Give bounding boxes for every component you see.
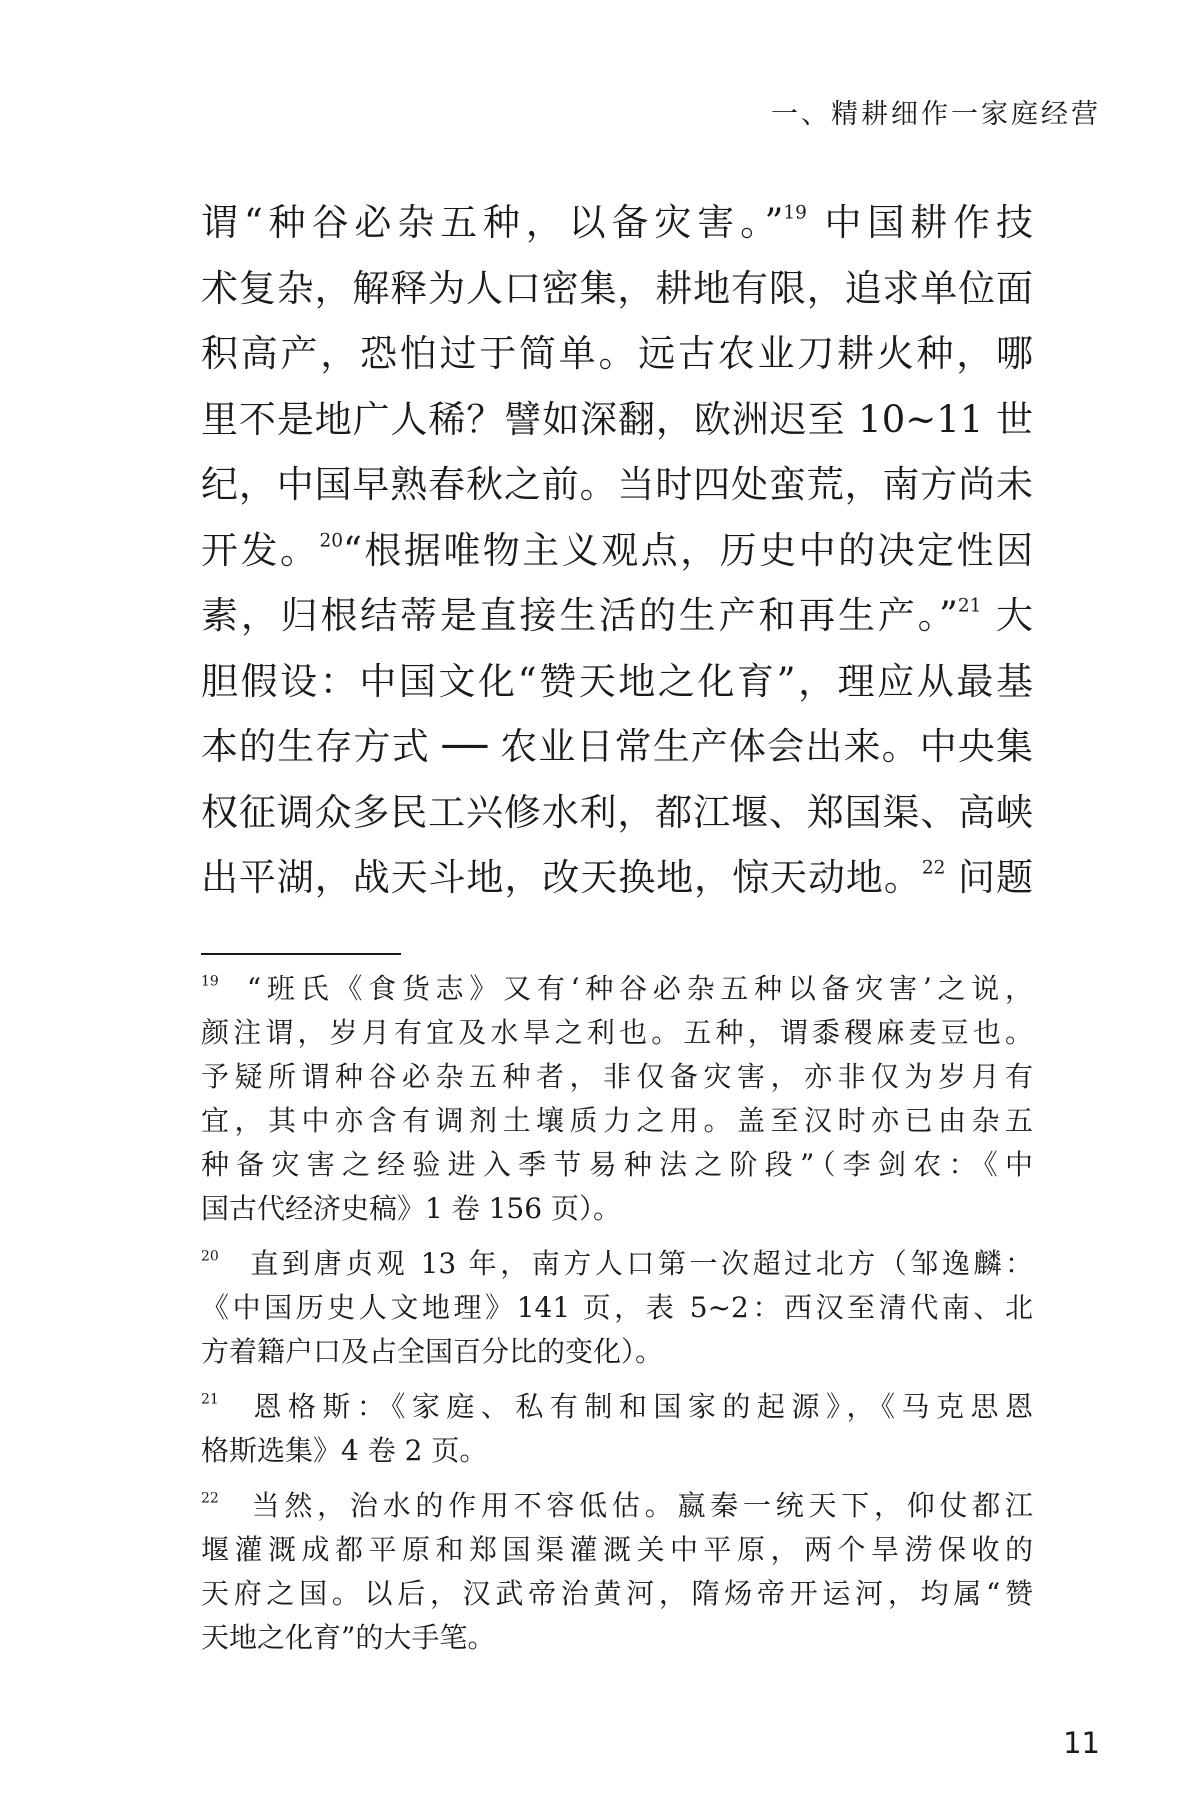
body-line: 出平湖，战天斗地，改天换地，惊天动地。$^{22}$ 问题 bbox=[201, 856, 1033, 899]
body-text bbox=[201, 190, 1033, 911]
footnote-line: $^{22}$ 当然，治水的作用不容低估。嬴秦一统天下，仰仗都江 bbox=[201, 1489, 1033, 1522]
page-number: 11 bbox=[1063, 1726, 1100, 1760]
body-line: 开发。$^{20}$“根据唯物主义观点，历史中的决定性因 bbox=[201, 528, 1033, 572]
body-line: 权征调众多民工兴修水利，都江堰、郑国渠、高峡 bbox=[201, 790, 1033, 834]
body-line: 纪，中国早熟春秋之前。当时四处蛮荒，南方尚未 bbox=[201, 463, 1033, 506]
footnote-line: 国古代经济史稿》1 卷 156 页）。 bbox=[201, 1192, 621, 1225]
footnote-20 bbox=[201, 1242, 1033, 1374]
footnote-number: 22 bbox=[201, 1490, 219, 1507]
body-line: 术复杂，解释为人口密集，耕地有限，追求单位面 bbox=[201, 266, 1033, 310]
footnote-number: 21 bbox=[201, 1391, 219, 1408]
footnote-line: $^{21}$ 恩格斯：《家庭、私有制和国家的起源》，《马克思恩 bbox=[201, 1390, 1033, 1423]
footnotes bbox=[201, 967, 1033, 1671]
footnote-19 bbox=[201, 967, 1033, 1231]
footnote-line: 天府之国。以后，汉武帝治黄河，隋炀帝开运河，均属“赞 bbox=[201, 1577, 1033, 1610]
footnote-line: 予疑所谓种谷必杂五种者，非仅备灾害，亦非仅为岁月有 bbox=[201, 1060, 1033, 1093]
footnote-divider bbox=[201, 953, 401, 955]
body-line: 本的生存方式 ── 农业日常生产体会出来。中央集 bbox=[201, 725, 1033, 768]
footnote-line: 种备灾害之经验进入季节易种法之阶段”（李剑农：《中 bbox=[201, 1148, 1033, 1181]
body-line: 素，归根结蒂是直接生活的生产和再生产。”$^{21}$ 大 bbox=[201, 594, 1033, 637]
footnote-line: 天地之化育”的大手笔。 bbox=[201, 1621, 496, 1654]
body-line: 谓“种谷必杂五种，以备灾害。”$^{19}$ 中国耕作技 bbox=[201, 201, 1033, 244]
footnote-ref[interactable]: 20 bbox=[319, 529, 343, 551]
footnote-line: 《中国历史人文地理》141 页，表 5~2：西汉至清代南、北 bbox=[201, 1291, 1033, 1324]
footnote-number: 19 bbox=[201, 973, 219, 990]
footnote-line: 格斯选集》4 卷 2 页。 bbox=[201, 1434, 488, 1467]
footnote-line: 宜，其中亦含有调剂土壤质力之用。盖至汉时亦已由杂五 bbox=[201, 1104, 1033, 1137]
footnote-line: 方着籍户口及占全国百分比的变化）。 bbox=[201, 1335, 664, 1368]
body-line: 积高产，恐怕过于简单。远古农业刀耕火种，哪 bbox=[201, 332, 1033, 375]
footnote-22 bbox=[201, 1484, 1033, 1660]
footnote-ref[interactable]: 21 bbox=[957, 595, 982, 617]
body-line: 里不是地广人稀？譬如深翻，欧洲迟至 10~11 世 bbox=[201, 397, 1033, 441]
footnote-line: $^{20}$ 直到唐贞观 13 年，南方人口第一次超过北方（邹逸麟： bbox=[201, 1247, 1033, 1280]
footnote-line: $^{19}$ “班氏《食货志》又有‘种谷必杂五种以备灾害’之说， bbox=[201, 972, 1033, 1005]
footnote-21 bbox=[201, 1385, 1033, 1473]
footnote-line: 颜注谓，岁月有宜及水旱之利也。五种，谓黍稷麻麦豆也。 bbox=[201, 1016, 1033, 1049]
footnote-line: 堰灌溉成都平原和郑国渠灌溉关中平原，两个旱涝保收的 bbox=[201, 1533, 1033, 1566]
footnote-ref[interactable]: 22 bbox=[921, 857, 946, 879]
footnote-ref[interactable]: 19 bbox=[783, 202, 807, 224]
running-header: 一、精耕细作一家庭经营 bbox=[771, 99, 1101, 130]
footnote-number: 20 bbox=[201, 1248, 219, 1265]
body-line: 胆假设：中国文化“赞天地之化育”，理应从最基 bbox=[201, 659, 1033, 703]
